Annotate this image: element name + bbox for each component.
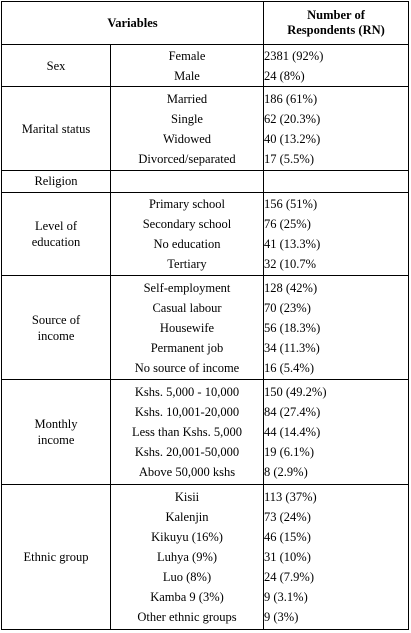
respondents-header-line1: Number of	[307, 8, 365, 22]
respondent-count: 41 (13.3%)	[264, 237, 321, 252]
subcategory-label: Secondary school	[142, 217, 232, 232]
respondent-count: 73 (24%)	[264, 509, 311, 524]
group-row-monthly-income	[2, 380, 409, 484]
respondent-count: 8 (2.9%)	[264, 465, 308, 479]
respondent-count: 40 (13.2%)	[264, 131, 321, 146]
group-label-cell	[2, 192, 111, 276]
group-row-religion	[2, 170, 409, 192]
subcategory-cell	[111, 170, 264, 192]
value-cell	[264, 276, 409, 380]
respondent-count: 186 (61%)	[264, 91, 318, 106]
subcategory-label: Luo (8%)	[162, 569, 212, 584]
table-body	[2, 45, 409, 630]
subcategory-cell	[111, 380, 264, 484]
group-row-source-of-income	[2, 276, 409, 380]
group-label: Ethnic group	[23, 549, 89, 564]
subcategory-label: Married	[166, 91, 208, 106]
group-label-cell	[2, 484, 111, 629]
subcategory-label: Housewife	[159, 320, 215, 335]
respondent-count: 46 (15%)	[264, 529, 311, 544]
group-label: Monthly income	[34, 417, 78, 447]
respondent-count: 156 (51%)	[264, 197, 318, 212]
respondent-count: 44 (14.4%)	[264, 425, 321, 439]
respondent-count: 150 (49.2%)	[264, 385, 327, 399]
variables-header: Variables	[2, 2, 264, 45]
subcategory-list	[111, 487, 263, 627]
subcategory-cell	[111, 45, 264, 87]
subcategory-list	[111, 382, 263, 482]
value-cell	[264, 87, 409, 171]
subcategory-label: Widowed	[162, 131, 212, 146]
value-list	[264, 487, 408, 627]
respondent-count: 56 (18.3%)	[264, 320, 321, 335]
respondent-count: 70 (23%)	[264, 300, 311, 315]
respondent-count: 24 (7.9%)	[264, 569, 314, 584]
respondent-count: 34 (11.3%)	[264, 340, 320, 355]
subcategory-cell	[111, 87, 264, 171]
group-row-sex	[2, 45, 409, 87]
respondent-count: 31 (10%)	[264, 549, 311, 564]
value-list	[264, 194, 408, 274]
value-cell	[264, 484, 409, 629]
subcategory-label: Kalenjin	[165, 509, 209, 524]
respondent-count: 76 (25%)	[264, 217, 311, 232]
group-row-marital-status	[2, 87, 409, 171]
respondent-count: 24 (8%)	[264, 68, 305, 83]
subcategory-label: Kisii	[174, 489, 200, 504]
value-list	[264, 46, 408, 86]
subcategory-label: Kshs. 5,000 - 10,000	[134, 385, 240, 399]
group-label-cell	[2, 380, 111, 484]
subcategory-label: Kshs. 20,001-50,000	[134, 445, 240, 459]
group-label: Source of income	[31, 312, 81, 343]
subcategory-label: Other ethnic groups	[137, 609, 237, 624]
respondent-count: 9 (3.1%)	[264, 589, 308, 604]
subcategory-cell	[111, 192, 264, 276]
respondent-count: 62 (20.3%)	[264, 111, 321, 126]
group-label: Religion	[34, 174, 78, 189]
subcategory-label: Casual labour	[152, 300, 222, 315]
subcategory-label: Permanent job	[150, 340, 224, 355]
group-row-ethnic-group	[2, 484, 409, 629]
subcategory-cell	[111, 484, 264, 629]
subcategory-label: Above 50,000 kshs	[138, 465, 236, 479]
subcategory-label: Female	[168, 48, 206, 63]
respondent-count: 84 (27.4%)	[264, 405, 321, 419]
group-label: Sex	[46, 58, 66, 73]
value-list	[264, 89, 408, 169]
subcategory-label: Self-employment	[143, 280, 231, 295]
subcategory-list	[111, 46, 263, 86]
value-cell	[264, 45, 409, 87]
value-list	[264, 382, 408, 482]
respondents-table	[1, 1, 409, 630]
group-row-level-of-education	[2, 192, 409, 276]
subcategory-label: Kikuyu (16%)	[151, 529, 223, 544]
respondents-header	[264, 2, 409, 45]
table-header-row	[2, 2, 409, 45]
subcategory-cell	[111, 276, 264, 380]
subcategory-list	[111, 194, 263, 274]
subcategory-label: Tertiary	[167, 257, 207, 272]
group-label-cell	[2, 276, 111, 380]
group-label-cell	[2, 170, 111, 192]
subcategory-label: No education	[153, 237, 221, 252]
respondent-count: 9 (3%)	[264, 609, 299, 624]
subcategory-label: No source of income	[134, 360, 240, 375]
subcategory-label: Primary school	[148, 197, 226, 212]
subcategory-label: Luhya (9%)	[156, 549, 218, 564]
respondent-count: 128 (42%)	[264, 280, 318, 295]
group-label: Level of education	[31, 219, 81, 250]
subcategory-list	[111, 89, 263, 169]
respondent-count: 2381 (92%)	[264, 48, 324, 63]
subcategory-list	[111, 278, 263, 378]
value-cell	[264, 192, 409, 276]
group-label-cell	[2, 45, 111, 87]
subcategory-label: Divorced/separated	[138, 151, 236, 166]
subcategory-label: Less than Kshs. 5,000	[131, 425, 243, 439]
value-cell	[264, 380, 409, 484]
respondent-count: 19 (6.1%)	[264, 445, 314, 459]
subcategory-label: Kamba 9 (3%)	[150, 589, 224, 604]
subcategory-label: Kshs. 10,001-20,000	[134, 405, 240, 419]
respondent-count: 113 (37%)	[264, 489, 317, 504]
respondent-count: 16 (5.4%)	[264, 360, 314, 375]
subcategory-label: Male	[174, 68, 200, 83]
subcategory-label: Single	[171, 111, 203, 126]
respondents-header-line2: Respondents (RN)	[287, 23, 385, 37]
value-cell	[264, 170, 409, 192]
respondent-count: 32 (10.7%	[264, 257, 317, 272]
respondent-count: 17 (5.5%)	[264, 151, 314, 166]
group-label-cell	[2, 87, 111, 171]
value-list	[264, 278, 408, 378]
group-label: Marital status	[21, 121, 91, 136]
